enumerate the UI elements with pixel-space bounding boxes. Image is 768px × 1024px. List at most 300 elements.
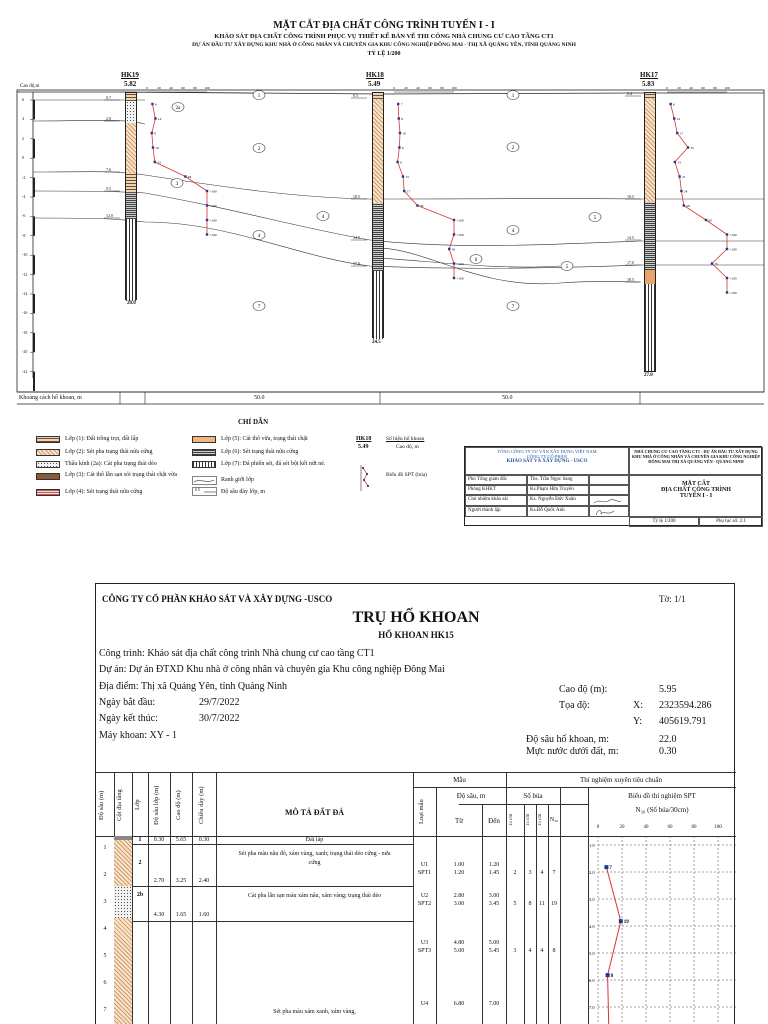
spt-point (398, 117, 400, 119)
spt-chart-tick: 80 (691, 825, 697, 830)
spt-axis-tick: 100 (204, 86, 210, 90)
legend-swatch-1 (36, 436, 60, 443)
spt-value-label: 21 (682, 175, 686, 179)
legend-swatch-6 (192, 449, 216, 456)
spt-point (151, 132, 153, 134)
borehole-hk17-name: HK17 (640, 71, 658, 79)
tb-name-3: Ks. Nguyễn Đức Xuân (527, 495, 589, 506)
tb-name-4: Ks.Đỗ Quốc Anh (527, 506, 589, 517)
spt-axis-tick: 80 (193, 86, 197, 90)
legend-hole-desc2: Cao độ, m (396, 444, 419, 450)
axis-bar (33, 139, 35, 158)
blow-2: 3 (528, 870, 532, 876)
log-subtitle: HỐ KHOAN HK15 (378, 630, 454, 640)
log-strat-column (114, 836, 132, 1024)
sample-to: 3.00 (488, 893, 500, 899)
y-tick-label: -10 (22, 252, 28, 258)
y-tick-label: -2 (22, 174, 26, 180)
y-tick-label: 4 (22, 116, 24, 122)
layer-label-text: 4 (321, 214, 325, 220)
spt-value-label: 65 (708, 218, 712, 223)
spt-value-label: 92 (451, 247, 456, 252)
hdr-spt-unit: N₃₀ (Số búa/30cm) (635, 806, 689, 814)
distance-label: Khoảng cách hố khoan, m (19, 395, 82, 401)
legend-item-4: Lớp (4): Sét trạng thái nửa cứng (65, 489, 143, 495)
tb-role-4: Người thành lập (465, 506, 527, 517)
layer-elev-2: 3.25 (175, 878, 187, 884)
sample-from-2: 1.20 (453, 870, 465, 876)
layer-depth-2: 2.70 (153, 878, 165, 884)
spt-point (453, 233, 455, 235)
blow-3: 4 (540, 948, 544, 954)
sample-from: 2.80 (453, 893, 465, 899)
spt-value-label: >100 (729, 291, 737, 295)
tb-drawing-title: MẶT CẮT ĐỊA CHẤT CÔNG TRÌNH TUYẾN I - I (629, 475, 763, 517)
tb-name-1: Ths. Trần Ngọc Sang (527, 475, 589, 485)
spt-point (676, 132, 678, 134)
borehole-log-sheet (95, 583, 735, 1024)
spt-value-label: 6 (673, 102, 675, 107)
sample-type-spt: SPT1 (417, 870, 432, 876)
distance-1: 50.0 (254, 395, 265, 401)
spt-value-label: 8 (401, 117, 404, 121)
layer-label-text: 6 (474, 257, 478, 263)
sample-to: 5.00 (488, 940, 500, 946)
hdr-column: Cột địa tầng (116, 789, 123, 821)
spt-log-value: 7 (609, 866, 612, 872)
spt-axis-tick: 60 (181, 86, 185, 90)
axis-bar (33, 255, 35, 274)
spt-axis-tick: 60 (701, 86, 705, 90)
spt-value-label: 8 (154, 131, 157, 136)
spt-value-label: 10 (155, 146, 159, 150)
spt-log-value: 19 (623, 920, 629, 926)
spt-depth-label: 4.0 (589, 924, 595, 929)
layer-boundary (380, 248, 640, 284)
y-tick-label: 2 (22, 135, 24, 141)
layer-desc-3: Cát pha lẫn sạn màu xám nâu, xám vàng; trạng thái dẻo (247, 893, 382, 899)
axis-bar (33, 333, 35, 352)
hdr-thickness: Chiều dày (m) (198, 786, 205, 824)
spt-value-label: >100 (729, 233, 737, 237)
legend-swatch-3 (36, 473, 60, 480)
hdr-n30: N₃₀ (549, 817, 559, 823)
layer-desc-1: Đất lấp (305, 837, 324, 843)
axis-bar (33, 100, 35, 119)
hdr-n15a: 15 cm (509, 813, 514, 827)
depth-label: 18.5 (627, 277, 634, 282)
sample-type-spt: SPT3 (417, 948, 432, 954)
spt-point (711, 262, 713, 264)
hdr-layer: Lớp (134, 799, 141, 811)
sample-type: U4 (420, 1001, 429, 1007)
sample-from-2: 5.00 (453, 948, 465, 954)
depth-scale-mark: 1 (103, 845, 107, 851)
hdr-desc: MÔ TẢ ĐẤT ĐÁ (284, 808, 345, 817)
spt-chart-tick: 20 (619, 825, 625, 830)
spt-value-label: >100 (456, 218, 464, 223)
spt-value-label: >100 (456, 262, 464, 266)
axis-bar (33, 178, 35, 197)
sample-to-2: 3.45 (488, 901, 500, 907)
spt-chart-tick: 0 (596, 825, 600, 830)
legend-swatch-2 (36, 449, 60, 456)
y-tick-label: 0 (22, 155, 24, 161)
depth-label: 12.0 (106, 213, 113, 218)
depth-scale-mark: 3 (103, 899, 107, 905)
spt-value-label: 24 (683, 189, 688, 194)
tb-name-2: Ks.Phạm Hữu Truyền (527, 485, 589, 495)
log-x: 2323594.286 (659, 700, 712, 711)
tb-project: NHÀ CHUNG CƯ CAO TẦNG CT1 - DỰ ÁN ĐẦU TƯ XÂY DỰNG KHU NHÀ Ở CÔNG NHÂN VÀ CHUYÊN GIA KHU CÔNG NGHIỆP ĐÔNG MAI THỊ XÃ QUẢNG YÊN - QUẢNG NINH (629, 447, 763, 475)
log-y: 405619.791 (659, 716, 707, 727)
layer-label-text: 5 (593, 215, 597, 221)
hdr-sample-depth: Độ sâu, m (456, 792, 486, 800)
spt-chart-tick: 100 (714, 825, 722, 830)
spt-point (683, 204, 685, 206)
spt-point (448, 248, 450, 250)
borehole-hk19-name: HK19 (121, 71, 139, 79)
hdr-to: Đến (488, 817, 500, 825)
spt-point (399, 132, 401, 134)
depth-scale-mark: 7 (103, 1007, 107, 1013)
borehole-hk18-bottom: 24.5 (372, 340, 381, 345)
spt-axis-tick: 100 (724, 86, 730, 90)
spt-axis-tick: 40 (689, 86, 693, 90)
hdr-sample-type: Loại mẫu (418, 799, 425, 825)
sample-to-2: 5.45 (488, 948, 500, 954)
borehole-hk17-bottom: 27.0 (644, 373, 653, 378)
spt-depth-label: 7.0 (589, 1005, 595, 1010)
spt-point (206, 219, 208, 221)
title-block (464, 446, 762, 526)
sample-type: U2 (420, 893, 429, 899)
spt-axis-tick: 80 (440, 86, 444, 90)
layer-id-3: 2b (136, 892, 144, 898)
spt-point (402, 175, 404, 177)
spt-line (152, 104, 207, 235)
spt-depth-label: 5.0 (589, 951, 595, 956)
spt-axis-tick: 20 (677, 86, 681, 90)
spt-value-label: 17 (679, 131, 684, 136)
layer-id-1: 1 (138, 837, 142, 843)
spt-value-label: 17 (406, 189, 411, 194)
hdr-spt-chart: Biểu đồ thí nghiệm SPT (628, 792, 696, 800)
section-scale: TỶ LỆ 1/200 (367, 51, 401, 57)
spt-axis-tick: 100 (451, 86, 457, 90)
spt-value-label: 75 (714, 262, 718, 266)
log-depth-label: Độ sâu hố khoan, m: (526, 734, 610, 745)
spt-point (398, 146, 400, 148)
log-location: Địa điểm: Thị xã Quảng Yên, tỉnh Quảng Ninh (99, 681, 288, 692)
spt-axis-tick: 80 (713, 86, 717, 90)
layer-label-text: 5 (565, 264, 569, 270)
spt-depth-label: 6.0 (589, 978, 595, 983)
borehole-hk19-column (125, 92, 137, 300)
spt-point (726, 233, 728, 235)
borehole-hk18-column (372, 92, 384, 338)
borehole-hk17-elev: 5.83 (642, 80, 655, 88)
spt-value-label: 10 (402, 131, 406, 136)
y-tick-label: -20 (22, 349, 28, 355)
log-x-label: X: (633, 700, 643, 711)
depth-label: 0.7 (106, 95, 111, 100)
spt-point (453, 219, 455, 221)
depth-label: 7.6 (106, 167, 111, 172)
hdr-elev: Cao độ (m) (175, 790, 182, 820)
axis-bar (33, 216, 35, 235)
depth-scale-mark: 5 (103, 953, 107, 959)
depth-label: 17.0 (627, 260, 634, 265)
borehole-hk18-name: HK18 (366, 71, 384, 79)
blow-3: 11 (539, 901, 545, 907)
layer-thick-2: 2.40 (198, 878, 210, 884)
spt-axis-tick: 20 (404, 86, 408, 90)
spt-point (705, 219, 707, 221)
spt-axis-tick: 0 (666, 86, 668, 90)
spt-point (687, 146, 689, 148)
layer-labels (171, 91, 601, 311)
spt-value-label: >100 (209, 189, 217, 194)
hdr-blows: Số búa (523, 792, 543, 800)
spt-axis-tick: 40 (169, 86, 173, 90)
depth-label: 0.4 (627, 91, 632, 96)
log-end: 30/7/2022 (199, 713, 240, 724)
legend-item-2a: Thấu kính (2a): Cát pha trạng thái dẻo (65, 461, 157, 467)
depth-label: 10.5 (353, 194, 360, 199)
tb-scale: Tỷ lệ 1/200 (629, 517, 699, 527)
log-depth: 22.0 (659, 734, 677, 745)
spt-depth-label: 2.0 (589, 870, 595, 875)
spt-point (151, 103, 153, 105)
depth-scale-mark: 4 (103, 926, 107, 932)
tb-role-2: Phòng KHKT (465, 485, 527, 495)
layer-id-2: 2 (138, 860, 142, 866)
axis-bar (33, 294, 35, 313)
spt-point (403, 190, 405, 192)
spt-value-label: 13 (677, 160, 681, 165)
spt-point (152, 146, 154, 148)
layer-depth-1: 0.30 (153, 837, 165, 843)
spt-axis-tick: 20 (157, 86, 161, 90)
spt-point (453, 262, 455, 264)
blow-1: 5 (513, 901, 517, 907)
layer-label-text: 3 (175, 181, 179, 187)
spt-axis-tick: 40 (416, 86, 420, 90)
distance-2: 50.0 (502, 395, 513, 401)
legend-item-depth: Độ sâu đáy lớp, m (221, 489, 266, 495)
tb-signature-4 (589, 506, 629, 517)
depth-scale-mark: 2 (103, 872, 107, 878)
tb-role-3: Chủ nhiệm khảo sát (465, 495, 527, 506)
spt-value-label: 12 (676, 117, 681, 121)
layer-desc-4: Sét pha màu xám xanh, xám vàng, (273, 1009, 356, 1015)
sample-from: 1.00 (453, 862, 465, 868)
sample-type: U1 (420, 862, 429, 868)
spt-point (154, 117, 156, 119)
sample-to: 7.00 (488, 1001, 500, 1007)
section-project: DỰ ÁN ĐẦU TƯ XÂY DỰNG KHU NHÀ Ở CÔNG NHÂN VÀ CHUYÊN GIA KHU CÔNG NGHIỆP ĐÔNG MAI - THỊ XÃ QUẢNG YÊN, TỈNH QUẢNG NINH (192, 42, 576, 48)
spt-value-label: >100 (209, 218, 217, 223)
spt-value-label: 9 (154, 102, 157, 107)
legend-swatch-2a (36, 461, 60, 468)
legend-swatch-7 (192, 461, 216, 468)
legend-item-1: Lớp (1): Đất trồng trọt, đất lấp (65, 436, 139, 442)
depth-scale-mark: 6 (103, 980, 107, 986)
spt-chart-tick: 40 (643, 825, 649, 830)
spt-value-label: 14 (157, 117, 162, 121)
y-tick-label: -6 (22, 213, 26, 219)
log-coord-label: Tọa độ: (559, 700, 590, 711)
blow-1: 2 (513, 870, 517, 876)
spt-value-label: >100 (209, 204, 217, 208)
legend-item-2: Lớp (2): Sét pha trạng thái nửa cứng (65, 449, 153, 455)
layer-thick-1: 0.30 (198, 837, 210, 843)
spt-point (726, 248, 728, 250)
log-start: 29/7/2022 (199, 697, 240, 708)
layer-elev-1: 5.65 (175, 837, 187, 843)
log-start-label: Ngày bắt đầu: (99, 697, 156, 708)
blow-3: 4 (540, 870, 544, 876)
n30-value: 7 (552, 870, 556, 876)
layer-label-text: 2a (175, 105, 181, 111)
depth-label: 9.5 (106, 186, 111, 191)
spt-point (206, 190, 208, 192)
legend-depth-sample: 0.5 (195, 487, 200, 492)
log-title: TRỤ HỐ KHOAN (352, 609, 480, 626)
spt-depth-label: 1.0 (589, 843, 595, 848)
borehole-hk18-elev: 5.49 (368, 80, 381, 88)
y-tick-label: -8 (22, 232, 26, 238)
y-tick-label: -14 (22, 291, 28, 296)
log-machine: Máy khoan: XY - 1 (99, 730, 177, 741)
log-end-label: Ngày kết thúc: (99, 713, 158, 724)
sample-from: 4.80 (453, 940, 465, 946)
legend-hole-desc1: Số hiệu hố khoan (386, 436, 425, 442)
legend-item-6: Lớp (6): Sét trạng thái nửa cứng (221, 449, 299, 455)
spt-axis-tick: 60 (428, 86, 432, 90)
spt-value-label: >100 (729, 276, 737, 281)
tb-appendix: Phụ lục số: 2.1 (699, 517, 763, 527)
spt-point (397, 103, 399, 105)
spt-axis-tick: 0 (146, 86, 148, 90)
spt-point (453, 277, 455, 279)
section-title: MẶT CẮT ĐỊA CHẤT CÔNG TRÌNH TUYẾN I - I (273, 20, 495, 31)
spt-point (678, 175, 680, 177)
hdr-n15c: 15 cm (538, 813, 543, 827)
hdr-depth-scale: Độ sâu (m) (98, 790, 105, 820)
section-subtitle: KHẢO SÁT ĐỊA CHẤT CÔNG TRÌNH PHỤC VỤ THIẾT KẾ BẢN VẼ THI CÔNG NHÀ CHUNG CƯ CAO TẦNG CT1 (214, 33, 554, 40)
n30-value: 19 (551, 901, 557, 907)
log-sheet-number: Tờ: 1/1 (659, 594, 686, 604)
depth-label: 0.5 (353, 93, 358, 98)
spt-point (673, 117, 675, 119)
sample-to: 1.20 (488, 862, 500, 868)
legend-spt-symbol (358, 464, 378, 492)
log-work: Công trình: Khảo sát địa chất công trình Nhà chung cư cao tầng CT1 (99, 648, 375, 659)
spt-value-label: >100 (456, 276, 464, 281)
log-water: 0.30 (659, 746, 677, 757)
spt-value-label: 64 (187, 175, 192, 179)
layer-label-text: 7 (257, 304, 261, 310)
legend-hole-elev: 5.49 (358, 444, 369, 450)
sample-type: U3 (420, 940, 429, 946)
layer-label-text: 2 (511, 145, 515, 151)
spt-value-label: 15 (405, 175, 409, 179)
sample-to-2: 1.45 (488, 870, 500, 876)
layer-label-text: 1 (257, 93, 261, 99)
layer-label-text: 2 (257, 146, 261, 152)
spt-log-point (619, 919, 623, 923)
spt-value-label: 35 (690, 146, 694, 150)
hdr-sample: Mẫu (453, 776, 466, 784)
layer-thick-3: 1.60 (198, 912, 210, 918)
layer-label-text: 1 (511, 93, 515, 99)
spt-point (206, 233, 208, 235)
log-project: Dự án: Dự án ĐTXD Khu nhà ở công nhân và chuyên gia Khu công nghiệp Đông Mai (99, 664, 445, 675)
spt-value-label: 9 (401, 146, 404, 150)
legend-item-3: Lớp (3): Cát thô lẫn sạn sỏi trạng thái chặt vừa (65, 472, 178, 478)
legend-item-boundary: Ranh giới lớp (221, 477, 255, 483)
spt-point (674, 161, 676, 163)
spt-point (184, 175, 186, 177)
legend-boundary-symbol (192, 476, 218, 496)
blow-2: 4 (528, 948, 532, 954)
spt-value-label: >100 (209, 233, 217, 237)
spt-point (206, 204, 208, 206)
legend-hole-name: HK18 (356, 436, 372, 442)
spt-axis-tick: 0 (393, 86, 395, 90)
sample-type-spt: SPT2 (417, 901, 432, 907)
hdr-from: Từ (454, 817, 464, 825)
depth-label: 14.5 (353, 235, 360, 240)
n30-value: 8 (552, 948, 556, 954)
borehole-hk17-column (644, 92, 656, 372)
depth-label: 2.8 (106, 116, 111, 121)
log-elev: 5.95 (659, 684, 677, 695)
spt-chart-tick: 60 (667, 825, 673, 830)
y-axis-label: Cao độ,m (20, 84, 40, 89)
sample-from-2: 3.00 (453, 901, 465, 907)
legend-title: CHỈ DẪN (238, 418, 269, 426)
y-tick-label: -18 (22, 329, 28, 335)
y-tick-label: -22 (22, 368, 28, 374)
sample-from: 6.80 (453, 1001, 465, 1007)
hdr-layer-depth: Độ sâu lớp (m) (153, 785, 160, 825)
borehole-hk19-bottom: 20.0 (127, 301, 136, 306)
tb-company: TỔNG CÔNG TY TƯ VẤN XÂY DỰNG VIỆT NAM CÔNG TY CỔ PHẦN KHẢO SÁT VÀ XÂY DỰNG - USCO (465, 447, 629, 475)
depth-label: 10.5 (627, 194, 634, 199)
spt-log-point (604, 865, 608, 869)
spt-point (669, 103, 671, 105)
spt-log-line (606, 867, 620, 1024)
spt-point (416, 204, 418, 206)
spt-point (726, 291, 728, 293)
legend-item-7: Lớp (7): Đá phiến sét, đá sét bột kết nứt nẻ. (221, 461, 326, 467)
layer-label-text: 4 (511, 228, 515, 234)
layer-depth-3: 4.30 (153, 912, 165, 918)
log-company: CÔNG TY CỔ PHẦN KHẢO SÁT VÀ XÂY DỰNG -USCO (102, 594, 333, 604)
axis-bar (33, 372, 35, 391)
spt-value-label: >100 (456, 233, 464, 237)
legend-spt-desc: Biểu đồ SPT (búa) (386, 472, 427, 478)
borehole-hk19-elev: 5.82 (124, 80, 137, 88)
legend-swatch-5 (192, 436, 216, 443)
log-y-label: Y: (633, 716, 643, 727)
tb-signature-3 (589, 495, 629, 506)
layer-label-text: 7 (511, 304, 515, 310)
spt-point (154, 161, 156, 163)
